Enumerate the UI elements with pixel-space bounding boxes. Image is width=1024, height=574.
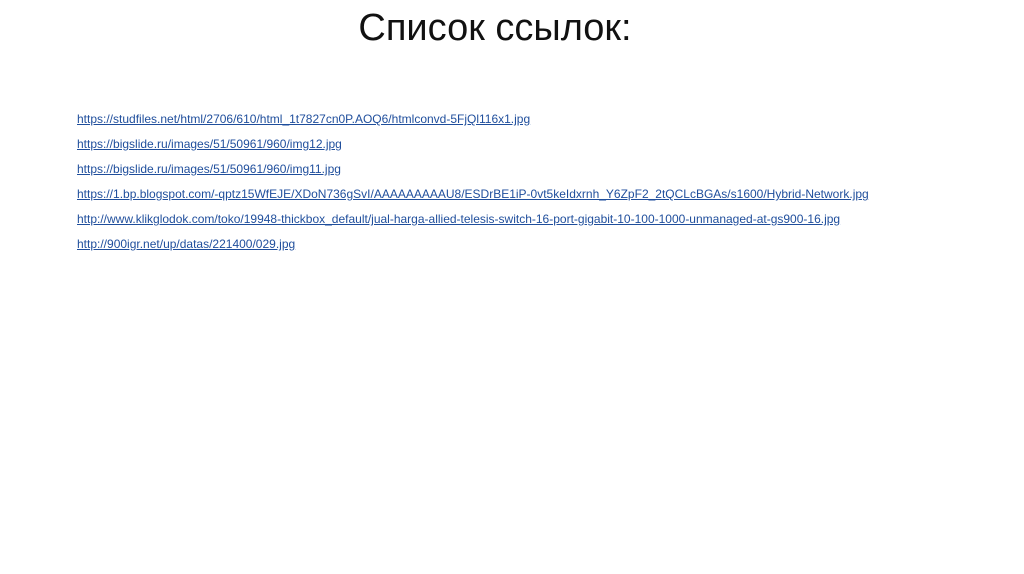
slide-title: Список ссылок: <box>358 7 632 49</box>
list-item <box>77 137 947 152</box>
list-item <box>77 112 947 127</box>
list-item <box>77 187 947 202</box>
link-list <box>77 112 947 262</box>
reference-link-6[interactable]: http://900igr.net/up/datas/221400/029.jpg <box>77 237 296 251</box>
list-item <box>77 162 947 177</box>
reference-link-1[interactable]: https://studfiles.net/html/2706/610/html_1t7827cn0P.AOQ6/htmlconvd-5FjQl116x1.jpg <box>77 112 531 126</box>
reference-link-2[interactable]: https://bigslide.ru/images/51/50961/960/img12.jpg <box>77 137 342 151</box>
list-item <box>77 212 947 227</box>
reference-link-5[interactable]: http://www.klikglodok.com/toko/19948-thickbox_default/jual-harga-allied-telesis-switch-16-port-gigabit-10-100-1000-unmanaged-at-gs900-16.jpg <box>77 212 841 226</box>
reference-link-4[interactable]: https://1.bp.blogspot.com/-qptz15WfEJE/XDoN736gSvI/AAAAAAAAAU8/ESDrBE1iP-0vt5keIdxrnh_Y6ZpF2_2tQCLcBGAs/s1600/Hybrid-Network.jpg <box>77 187 869 201</box>
list-item <box>77 237 947 252</box>
reference-link-3[interactable]: https://bigslide.ru/images/51/50961/960/img11.jpg <box>77 162 341 176</box>
